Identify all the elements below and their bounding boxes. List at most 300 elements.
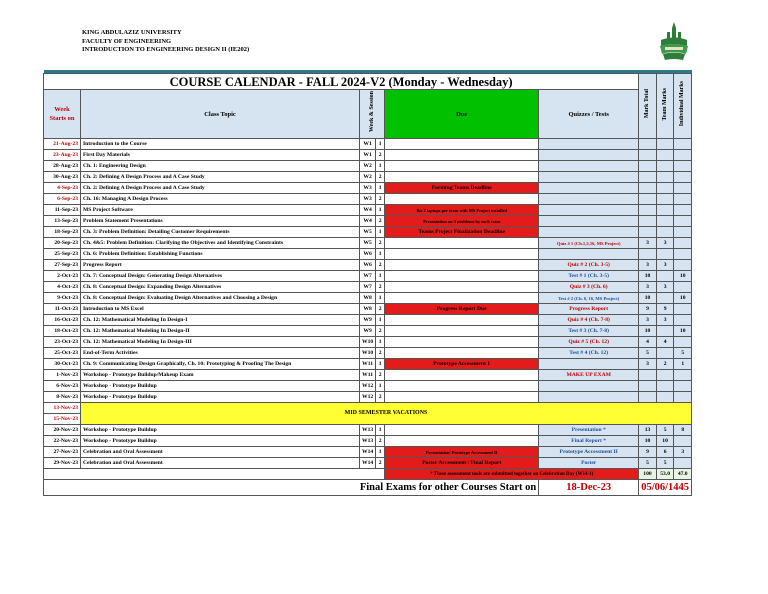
vacation-date: 13-Nov-23 bbox=[44, 403, 81, 414]
mark-total: 10 bbox=[639, 271, 657, 282]
week-date: 1-Nov-23 bbox=[44, 370, 81, 381]
due-item bbox=[385, 293, 539, 304]
faculty-name: FACULTY OF ENGINEERING bbox=[82, 37, 172, 45]
class-topic: Workshop - Prototype Buildup bbox=[81, 392, 360, 403]
table-row bbox=[44, 447, 692, 458]
class-topic: Ch. 16: Managing A Design Process bbox=[81, 194, 360, 205]
due-item bbox=[385, 436, 539, 447]
class-topic: Workshop - Prototype Buildup bbox=[81, 425, 360, 436]
week-date: 16-Oct-23 bbox=[44, 315, 81, 326]
due-item: Teams Project Finalization Deadline bbox=[385, 227, 539, 238]
week-number: W9 bbox=[360, 315, 376, 326]
due-item: Prototype Accessment 1 bbox=[385, 359, 539, 370]
table-row bbox=[44, 293, 692, 304]
note-spacer bbox=[44, 469, 385, 480]
quiz-test bbox=[539, 249, 639, 260]
individual-marks: 1 bbox=[674, 359, 692, 370]
team-marks bbox=[656, 139, 674, 150]
class-topic: Ch. 12: Mathematical Modeling In Design-II bbox=[81, 326, 360, 337]
table-row bbox=[44, 260, 692, 271]
individual-marks bbox=[674, 381, 692, 392]
final-exams-hijri: 05/06/1445 bbox=[639, 480, 692, 496]
mark-total: 9 bbox=[639, 447, 657, 458]
quiz-test bbox=[539, 183, 639, 194]
individual-marks bbox=[674, 370, 692, 381]
session-number: 2 bbox=[376, 370, 385, 381]
mark-total: 10 bbox=[639, 293, 657, 304]
team-marks bbox=[656, 370, 674, 381]
individual-marks: 3 bbox=[674, 447, 692, 458]
individual-marks: 10 bbox=[674, 293, 692, 304]
team-marks bbox=[656, 205, 674, 216]
mark-total bbox=[639, 161, 657, 172]
header-due: Due bbox=[385, 90, 539, 139]
week-number: W2 bbox=[360, 172, 376, 183]
due-item: Presentation on 3 problems by each team bbox=[385, 216, 539, 227]
total-indiv: 47.0 bbox=[674, 469, 692, 480]
week-date: 11-Sep-23 bbox=[44, 205, 81, 216]
team-marks: 3 bbox=[656, 238, 674, 249]
quiz-test: Quiz # 4 (Ch. 7-8) bbox=[539, 315, 639, 326]
table-row bbox=[44, 205, 692, 216]
team-marks bbox=[656, 326, 674, 337]
team-marks bbox=[656, 227, 674, 238]
session-number: 2 bbox=[376, 216, 385, 227]
table-row bbox=[44, 271, 692, 282]
team-marks bbox=[656, 271, 674, 282]
header-quizzes: Quizzes / Tests bbox=[539, 90, 639, 139]
team-marks: 3 bbox=[656, 315, 674, 326]
vacation-date: 15-Nov-23 bbox=[44, 414, 81, 425]
mark-total bbox=[639, 227, 657, 238]
week-number: W3 bbox=[360, 183, 376, 194]
due-item bbox=[385, 194, 539, 205]
quiz-test: Quiz # 2 (Ch. 3-5) bbox=[539, 260, 639, 271]
quiz-test: Poster bbox=[539, 458, 639, 469]
team-marks: 3 bbox=[656, 260, 674, 271]
table-row bbox=[44, 161, 692, 172]
team-marks bbox=[656, 348, 674, 359]
week-number: W11 bbox=[360, 370, 376, 381]
week-number: W4 bbox=[360, 216, 376, 227]
week-date: 22-Nov-23 bbox=[44, 436, 81, 447]
week-date: 25-Sep-23 bbox=[44, 249, 81, 260]
session-number: 1 bbox=[376, 139, 385, 150]
due-item: Forming Teams Deadline bbox=[385, 183, 539, 194]
team-marks: 5 bbox=[656, 425, 674, 436]
mark-total: 3 bbox=[639, 282, 657, 293]
quiz-test: Progress Report bbox=[539, 304, 639, 315]
quiz-test: Quiz # 1 (Ch.1,2,16, MS Project) bbox=[539, 238, 639, 249]
class-topic: Ch. 3: Problem Definition: Detailing Customer Requirements bbox=[81, 227, 360, 238]
mark-total: 13 bbox=[639, 425, 657, 436]
class-topic: Problem Statement Presentations bbox=[81, 216, 360, 227]
table-row bbox=[44, 282, 692, 293]
week-date: 21-Aug-23 bbox=[44, 139, 81, 150]
class-topic: Ch. 8: Conceptual Design: Expanding Design Alternatives bbox=[81, 282, 360, 293]
week-number: W13 bbox=[360, 436, 376, 447]
quiz-test bbox=[539, 227, 639, 238]
individual-marks bbox=[674, 436, 692, 447]
team-marks: 2 bbox=[656, 359, 674, 370]
week-number: W6 bbox=[360, 260, 376, 271]
quiz-test: MAKE UP EXAM bbox=[539, 370, 639, 381]
mark-total bbox=[639, 205, 657, 216]
week-date: 30-Oct-23 bbox=[44, 359, 81, 370]
week-number: W14 bbox=[360, 458, 376, 469]
session-number: 2 bbox=[376, 326, 385, 337]
week-number: W3 bbox=[360, 194, 376, 205]
due-item bbox=[385, 150, 539, 161]
header-class-topic: Class Topic bbox=[81, 90, 360, 139]
week-number: W14 bbox=[360, 447, 376, 458]
mark-total: 9 bbox=[639, 304, 657, 315]
week-number: W1 bbox=[360, 139, 376, 150]
team-marks bbox=[656, 381, 674, 392]
session-number: 2 bbox=[376, 172, 385, 183]
quiz-test bbox=[539, 194, 639, 205]
individual-marks bbox=[674, 392, 692, 403]
mark-total bbox=[639, 139, 657, 150]
final-exams-label: Final Exams for other Courses Start on bbox=[44, 480, 539, 496]
week-number: W13 bbox=[360, 425, 376, 436]
mark-total: 4 bbox=[639, 337, 657, 348]
table-row bbox=[44, 194, 692, 205]
total-team: 53.0 bbox=[656, 469, 674, 480]
due-item bbox=[385, 249, 539, 260]
session-number: 2 bbox=[376, 436, 385, 447]
mark-total bbox=[639, 392, 657, 403]
mark-total bbox=[639, 249, 657, 260]
mark-total: 3 bbox=[639, 315, 657, 326]
week-date: 29-Nov-23 bbox=[44, 458, 81, 469]
class-topic: Workshop - Prototype Buildup bbox=[81, 436, 360, 447]
individual-marks bbox=[674, 458, 692, 469]
header-team-marks: Team Marks bbox=[656, 74, 674, 139]
team-marks bbox=[656, 150, 674, 161]
individual-marks bbox=[674, 260, 692, 271]
week-date: 28-Aug-23 bbox=[44, 161, 81, 172]
week-date: 2-Oct-23 bbox=[44, 271, 81, 282]
due-item bbox=[385, 348, 539, 359]
class-topic: Ch. 1: Engineering Design bbox=[81, 161, 360, 172]
table-row bbox=[44, 337, 692, 348]
team-marks: 6 bbox=[656, 447, 674, 458]
mark-total: 10 bbox=[639, 326, 657, 337]
class-topic: Ch. 12: Mathematical Modeling In Design-III bbox=[81, 337, 360, 348]
header-week-session: Week & Session bbox=[360, 90, 385, 139]
due-item: Poster Accessment / Final Report bbox=[385, 458, 539, 469]
class-topic: Workshop - Prototype Buildup/Makeup Exam bbox=[81, 370, 360, 381]
table-row bbox=[44, 216, 692, 227]
quiz-test: Prototype Accessment II bbox=[539, 447, 639, 458]
week-date: 27-Nov-23 bbox=[44, 447, 81, 458]
individual-marks bbox=[674, 227, 692, 238]
team-marks bbox=[656, 183, 674, 194]
table-row bbox=[44, 381, 692, 392]
session-number: 2 bbox=[376, 150, 385, 161]
due-item bbox=[385, 260, 539, 271]
session-number: 1 bbox=[376, 205, 385, 216]
due-item bbox=[385, 172, 539, 183]
course-name: INTRODUCTION TO ENGINEERING DESIGN II (IE202) bbox=[82, 46, 250, 53]
table-row bbox=[44, 183, 692, 194]
individual-marks bbox=[674, 304, 692, 315]
individual-marks bbox=[674, 172, 692, 183]
table-row bbox=[44, 227, 692, 238]
table-row bbox=[44, 348, 692, 359]
mark-total: 10 bbox=[639, 436, 657, 447]
mark-total: 5 bbox=[639, 458, 657, 469]
session-number: 2 bbox=[376, 392, 385, 403]
due-item bbox=[385, 337, 539, 348]
submission-note: * These assessment tools are submitted together on Celebration Day (W14-1) bbox=[385, 469, 639, 480]
mark-total bbox=[639, 194, 657, 205]
course-calendar-table bbox=[43, 70, 692, 496]
week-number: W10 bbox=[360, 337, 376, 348]
class-topic: Ch. 6: Problem Definition: Establishing Functions bbox=[81, 249, 360, 260]
due-item bbox=[385, 381, 539, 392]
session-number: 1 bbox=[376, 271, 385, 282]
week-date: 18-Sep-23 bbox=[44, 227, 81, 238]
week-date: 23-Aug-23 bbox=[44, 150, 81, 161]
team-marks: 10 bbox=[656, 436, 674, 447]
individual-marks bbox=[674, 150, 692, 161]
individual-marks: 5 bbox=[674, 348, 692, 359]
individual-marks: 8 bbox=[674, 425, 692, 436]
mark-total bbox=[639, 150, 657, 161]
week-number: W7 bbox=[360, 282, 376, 293]
due-item bbox=[385, 139, 539, 150]
class-topic: Ch. 12: Mathematical Modeling In Design-I bbox=[81, 315, 360, 326]
session-number: 2 bbox=[376, 194, 385, 205]
quiz-test bbox=[539, 381, 639, 392]
class-topic: Ch. 2: Defining A Design Process and A Case Study bbox=[81, 183, 360, 194]
due-item bbox=[385, 370, 539, 381]
session-number: 1 bbox=[376, 337, 385, 348]
class-topic: Ch. 4&5: Problem Definition: Clarifying the Objectives and Identifying Constraints bbox=[81, 238, 360, 249]
total-mark: 100 bbox=[639, 469, 657, 480]
week-number: W2 bbox=[360, 161, 376, 172]
due-item bbox=[385, 326, 539, 337]
week-number: W1 bbox=[360, 150, 376, 161]
class-topic: Ch. 7: Conceptual Design: Generating Design Alternatives bbox=[81, 271, 360, 282]
quiz-test: Final Report * bbox=[539, 436, 639, 447]
individual-marks: 10 bbox=[674, 326, 692, 337]
mark-total: 3 bbox=[639, 260, 657, 271]
university-name: KING ABDULAZIZ UNIVERSITY bbox=[82, 29, 182, 36]
individual-marks bbox=[674, 337, 692, 348]
session-number: 2 bbox=[376, 260, 385, 271]
quiz-test: Presentation * bbox=[539, 425, 639, 436]
quiz-test: Quiz # 3 (Ch. 6) bbox=[539, 282, 639, 293]
week-date: 4-Sep-23 bbox=[44, 183, 81, 194]
class-topic: Ch. 9: Communicating Design Graphically, Ch. 10: Prototyping & Proofing The Design bbox=[81, 359, 360, 370]
quiz-test: Test # 4 (Ch. 12) bbox=[539, 348, 639, 359]
due-item bbox=[385, 238, 539, 249]
session-number: 1 bbox=[376, 227, 385, 238]
session-number: 1 bbox=[376, 425, 385, 436]
quiz-test bbox=[539, 392, 639, 403]
mark-total bbox=[639, 172, 657, 183]
week-number: W12 bbox=[360, 381, 376, 392]
header-individual-marks: Individual Marks bbox=[674, 74, 692, 139]
table-row bbox=[44, 370, 692, 381]
team-marks bbox=[656, 392, 674, 403]
due-item bbox=[385, 315, 539, 326]
week-number: W10 bbox=[360, 348, 376, 359]
mark-total: 5 bbox=[639, 348, 657, 359]
team-marks bbox=[656, 293, 674, 304]
week-number: W8 bbox=[360, 304, 376, 315]
quiz-test bbox=[539, 139, 639, 150]
table-row bbox=[44, 150, 692, 161]
week-date: 18-Oct-23 bbox=[44, 326, 81, 337]
individual-marks bbox=[674, 139, 692, 150]
individual-marks bbox=[674, 183, 692, 194]
header-week: Week Starts on bbox=[44, 90, 81, 139]
page-title: COURSE CALENDAR - FALL 2024-V2 (Monday - Wednesday) bbox=[44, 74, 639, 90]
week-number: W5 bbox=[360, 227, 376, 238]
vacation-banner: MID SEMESTER VACATIONS bbox=[81, 403, 692, 425]
team-marks bbox=[656, 172, 674, 183]
week-date: 6-Nov-23 bbox=[44, 381, 81, 392]
week-number: W6 bbox=[360, 249, 376, 260]
class-topic: Workshop - Prototype Buildup bbox=[81, 381, 360, 392]
quiz-test bbox=[539, 172, 639, 183]
week-number: W11 bbox=[360, 359, 376, 370]
final-exams-date: 18-Dec-23 bbox=[539, 480, 639, 496]
week-number: W8 bbox=[360, 293, 376, 304]
session-number: 1 bbox=[376, 315, 385, 326]
class-topic: Ch. 2: Defining A Design Process and A Case Study bbox=[81, 172, 360, 183]
header-mark-total: Mark Total bbox=[639, 74, 657, 139]
mark-total bbox=[639, 216, 657, 227]
week-date: 8-Nov-23 bbox=[44, 392, 81, 403]
individual-marks bbox=[674, 249, 692, 260]
individual-marks bbox=[674, 282, 692, 293]
class-topic: Progress Report bbox=[81, 260, 360, 271]
week-date: 27-Sep-23 bbox=[44, 260, 81, 271]
individual-marks bbox=[674, 315, 692, 326]
session-number: 2 bbox=[376, 282, 385, 293]
table-row bbox=[44, 315, 692, 326]
week-date: 6-Sep-23 bbox=[44, 194, 81, 205]
table-row bbox=[44, 326, 692, 337]
class-topic: Ch. 8: Conceptual Design: Evaluating Design Alternatives and Choosing a Design bbox=[81, 293, 360, 304]
individual-marks bbox=[674, 194, 692, 205]
table-row bbox=[44, 458, 692, 469]
table-row bbox=[44, 238, 692, 249]
table-row bbox=[44, 359, 692, 370]
table-row bbox=[44, 392, 692, 403]
due-item bbox=[385, 282, 539, 293]
due-item bbox=[385, 271, 539, 282]
kau-logo-icon bbox=[657, 20, 691, 64]
week-date: 20-Nov-23 bbox=[44, 425, 81, 436]
quiz-test: Quiz # 5 (Ch. 12) bbox=[539, 337, 639, 348]
team-marks: 5 bbox=[656, 458, 674, 469]
class-topic: Introduction to MS Excel bbox=[81, 304, 360, 315]
class-topic: First Day Materials bbox=[81, 150, 360, 161]
quiz-test: Test # 3 (Ch. 7-8) bbox=[539, 326, 639, 337]
session-number: 2 bbox=[376, 304, 385, 315]
week-date: 23-Oct-23 bbox=[44, 337, 81, 348]
session-number: 1 bbox=[376, 359, 385, 370]
class-topic: End-of-Term Activities bbox=[81, 348, 360, 359]
table-row bbox=[44, 304, 692, 315]
week-date: 4-Oct-23 bbox=[44, 282, 81, 293]
team-marks bbox=[656, 194, 674, 205]
mark-total bbox=[639, 183, 657, 194]
team-marks: 4 bbox=[656, 337, 674, 348]
week-date: 9-Oct-23 bbox=[44, 293, 81, 304]
table-row bbox=[44, 425, 692, 436]
class-topic: Celebration and Oral Assessment bbox=[81, 447, 360, 458]
table-row bbox=[44, 139, 692, 150]
week-number: W9 bbox=[360, 326, 376, 337]
table-row bbox=[44, 249, 692, 260]
team-marks bbox=[656, 161, 674, 172]
session-number: 2 bbox=[376, 238, 385, 249]
week-date: 25-Oct-23 bbox=[44, 348, 81, 359]
quiz-test bbox=[539, 359, 639, 370]
due-item: Presentation/ Prototype Accessment II bbox=[385, 447, 539, 458]
session-number: 1 bbox=[376, 183, 385, 194]
week-number: W5 bbox=[360, 238, 376, 249]
mark-total bbox=[639, 381, 657, 392]
session-number: 1 bbox=[376, 161, 385, 172]
mark-total: 3 bbox=[639, 359, 657, 370]
team-marks: 3 bbox=[656, 282, 674, 293]
individual-marks bbox=[674, 238, 692, 249]
session-number: 1 bbox=[376, 381, 385, 392]
team-marks bbox=[656, 249, 674, 260]
class-topic: Celebration and Oral Assessment bbox=[81, 458, 360, 469]
due-item: Progress Report Due bbox=[385, 304, 539, 315]
university-header bbox=[82, 29, 249, 55]
mark-total bbox=[639, 370, 657, 381]
individual-marks bbox=[674, 161, 692, 172]
quiz-test bbox=[539, 150, 639, 161]
due-item bbox=[385, 392, 539, 403]
individual-marks: 10 bbox=[674, 271, 692, 282]
table-row bbox=[44, 436, 692, 447]
quiz-test: Test # 1 (Ch. 3-5) bbox=[539, 271, 639, 282]
table-row bbox=[44, 172, 692, 183]
week-number: W4 bbox=[360, 205, 376, 216]
session-number: 2 bbox=[376, 458, 385, 469]
quiz-test bbox=[539, 216, 639, 227]
week-date: 20-Sep-23 bbox=[44, 238, 81, 249]
class-topic: MS Project Software bbox=[81, 205, 360, 216]
week-number: W7 bbox=[360, 271, 376, 282]
session-number: 2 bbox=[376, 348, 385, 359]
quiz-test bbox=[539, 161, 639, 172]
week-date: 11-Oct-23 bbox=[44, 304, 81, 315]
individual-marks bbox=[674, 205, 692, 216]
individual-marks bbox=[674, 216, 692, 227]
session-number: 1 bbox=[376, 249, 385, 260]
team-marks bbox=[656, 216, 674, 227]
week-date: 30-Aug-23 bbox=[44, 172, 81, 183]
due-item: Bir 2 laptops per team with MS Project installed bbox=[385, 205, 539, 216]
team-marks: 9 bbox=[656, 304, 674, 315]
session-number: 1 bbox=[376, 447, 385, 458]
quiz-test bbox=[539, 205, 639, 216]
quiz-test: Test # 2 (Ch. 6, 16, MS Project) bbox=[539, 293, 639, 304]
session-number: 1 bbox=[376, 293, 385, 304]
